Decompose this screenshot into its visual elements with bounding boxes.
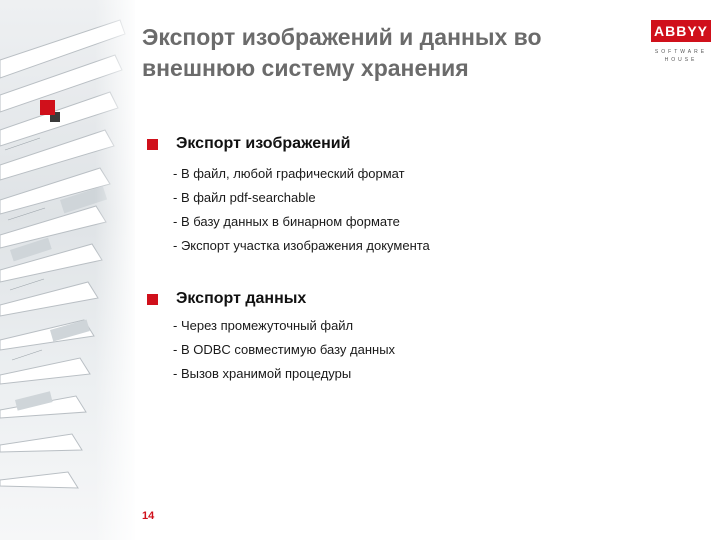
slide-title: Экспорт изображений и данных во внешнюю систему хранения [142, 24, 542, 81]
images-list [173, 162, 430, 258]
list-item: - В файл, любой графический формат [173, 166, 405, 181]
list-item: - В базу данных в бинарном формате [173, 214, 400, 229]
section-heading-images [147, 135, 350, 153]
abbyy-logo [651, 20, 711, 74]
bullet-square-icon [147, 294, 158, 305]
list-item: - Экспорт участка изображения документа [173, 238, 430, 253]
list-item: - Через промежуточный файл [173, 318, 354, 333]
page-number: 14 [142, 510, 155, 522]
logo-subtitle: SOFTWARE HOUSE [654, 49, 708, 63]
decor-red-square [40, 100, 55, 115]
logo-wordmark: ABBYY [651, 20, 711, 42]
bullet-square-icon [147, 139, 158, 150]
photo-fade-overlay [95, 0, 135, 540]
list-item: - В ODBC совместимую базу данных [173, 342, 396, 357]
section-heading-data [147, 290, 306, 308]
file-cabinet-photo [0, 0, 135, 540]
section-heading-label: Экспорт данных [176, 290, 307, 307]
list-item: - В файл pdf-searchable [173, 190, 316, 205]
list-item: - Вызов хранимой процедуры [173, 366, 352, 381]
section-heading-label: Экспорт изображений [176, 135, 351, 152]
data-list [173, 314, 395, 386]
